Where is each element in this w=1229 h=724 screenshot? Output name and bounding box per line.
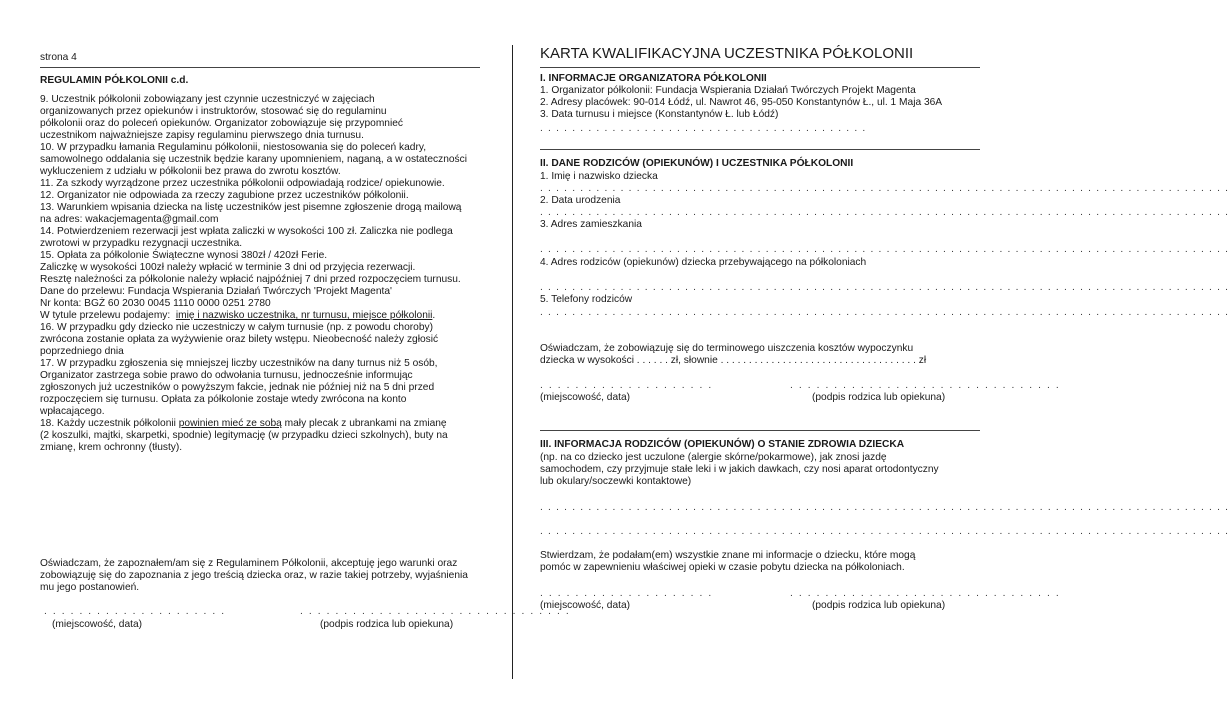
home-address-field[interactable]: . . . . . . . . . . . . . . . . . . . . . . . . . . . . . . . . . . . . . . . . . . . . . . . . . . . . . . . . . . . . . . . . . . . . . . . . . . . . . . . . . . . . . . <box>540 244 1229 255</box>
regulation-line: 17. W przypadku zgłoszenia się mniejszej liczby uczestników na dany turnus niż 5 osób, <box>40 358 438 369</box>
addresses-line: 2. Adresy placówek: 90-014 Łódź, ul. Nawrot 46, 95-050 Konstantynów Ł., ul. 1 Maja 36A <box>540 97 943 108</box>
signature-field[interactable]: . . . . . . . . . . . . . . . . . . . . . . . . . . . . . . . <box>790 588 1061 599</box>
place-date-field[interactable]: . . . . . . . . . . . . . . . . . . . . <box>540 380 713 391</box>
regulation-line: 10. W przypadku łamania Regulaminu półkolonii, niestosowania się do poleceń kadry, <box>40 142 427 153</box>
transfer-title-line <box>40 310 467 322</box>
place-date-label: (miejscowość, data) <box>540 392 631 403</box>
regulation-line: rozpoczęciem się turnusu. Opłata za półkolonie zostaje wtedy zwrócona na konto <box>40 394 407 405</box>
health-field[interactable]: . . . . . . . . . . . . . . . . . . . . . . . . . . . . . . . . . . . . . . . . . . . . . . . . . . . . . . . . . . . . . . . . . . . . . . . . . . . . . . . . . . . . . . <box>540 526 1229 537</box>
birth-date-field[interactable]: . . . . . . . . . . . . . . . . . . . . . . . . . . . . . . . . . . . . . . . . . . . . . . . . . . . . . . . . . . . . . . . . . . . . . . . . . . . . . . . . . . . . . . <box>540 207 1229 218</box>
item18-line <box>40 418 467 430</box>
place-date-label: (miejscowość, data) <box>540 600 631 611</box>
declaration-line: mu jego postanowień. <box>40 582 140 593</box>
place-date-field[interactable]: . . . . . . . . . . . . . . . . . . . . <box>540 588 713 599</box>
section-2-rule <box>540 430 980 431</box>
regulations-body <box>40 94 467 454</box>
session-field[interactable]: . . . . . . . . . . . . . . . . . . . . . . . . . . . . . . . . . . . . . . . . . <box>540 123 867 134</box>
title-rule <box>540 67 980 68</box>
health-line: samochodem, czy przyjmuje stałe leki i w jakich dawkach, czy nosi aparat ortodontyczny <box>540 464 939 475</box>
regulation-line: 12. Organizator nie odpowiada za rzeczy zagubione przez uczestników półkolonii. <box>40 190 409 201</box>
regulation-line: 16. W przypadku gdy dziecko nie uczestniczy w całym turnusie (np. z powodu choroby) <box>40 322 433 333</box>
parents-address-field[interactable]: . . . . . . . . . . . . . . . . . . . . . . . . . . . . . . . . . . . . . . . . . . . . . . . . . . . . . . . . . . . . . . . . . . . . . . . . . . . . . . . . . . . . . . <box>540 282 1229 293</box>
regulation-line: samowolnego oddalania się uczestnik będzie karany upomnieniem, naganą, a w ostateczności <box>40 154 467 165</box>
health-field[interactable]: . . . . . . . . . . . . . . . . . . . . . . . . . . . . . . . . . . . . . . . . . . . . . . . . . . . . . . . . . . . . . . . . . . . . . . . . . . . . . . . . . . . . . . <box>540 502 1229 513</box>
organizer-line: 1. Organizator półkolonii: Fundacja Wspierania Działań Twórczych Projekt Magenta <box>540 85 916 96</box>
parents-address-label: 4. Adres rodziców (opiekunów) dziecka przebywającego na półkoloniach <box>540 257 867 268</box>
transfer-title-underlined: imię i nazwisko uczestnika, nr turnusu, miejsce półkolonii <box>175 310 433 321</box>
regulation-line: 13. Warunkiem wpisania dziecka na listę uczestników jest pisemne zgłoszenie drogą mailową <box>40 202 462 213</box>
signature-field[interactable]: . . . . . . . . . . . . . . . . . . . . . . . . . . . . . . . <box>790 380 1061 391</box>
item18-suffix: mały plecak z ubrankami na zmianę <box>281 418 447 429</box>
transfer-title-prefix: W tytule przelewu podajemy: <box>40 310 176 321</box>
form-title: KARTA KWALIFIKACYJNA UCZESTNIKA PÓŁKOLONII <box>540 45 914 62</box>
regulation-line: (2 koszulki, majtki, skarpetki, spodnie) legitymację (w przypadku dzieci szkolnych), buty na <box>40 430 448 441</box>
regulation-line: półkolonii oraz do poleceń opiekunów. Organizator zobowiązuje się przypomnieć <box>40 118 403 129</box>
regulation-line: wykluczeniem z udziału w półkolonii bez prawa do zwrotu kosztów. <box>40 166 341 177</box>
phones-label: 5. Telefony rodziców <box>540 294 633 305</box>
section-1-body <box>540 85 942 121</box>
page-divider <box>512 45 513 679</box>
declaration-line: Oświadczam, że zapoznałem/am się z Regulaminem Półkolonii, akceptuję jego warunki oraz <box>40 558 458 569</box>
regulation-line: na adres: wakacjemagenta@gmail.com <box>40 214 219 225</box>
regulation-line: organizowanych przez opiekunów i instruktorów, stosować się do regulaminu <box>40 106 387 117</box>
transfer-title-suffix: . <box>432 310 436 321</box>
regulation-line: 14. Potwierdzeniem rezerwacji jest wpłata zaliczki w wysokości 100 zł. Zaliczka nie podlega <box>40 226 453 237</box>
item18-underlined: powinien mieć ze sobą <box>178 418 282 429</box>
regulation-line: zwrotowi w przypadku rezygnacji uczestnika. <box>40 238 243 249</box>
regulation-line: zmianę, krem ochronny (tłusty). <box>40 442 183 453</box>
regulation-line: 15. Opłata za półkolonie Świąteczne wynosi 380zł / 420zł Ferie. <box>40 250 328 261</box>
regulation-line: poprzedniego dnia <box>40 346 124 357</box>
regulations-heading: REGULAMIN PÓŁKOLONII c.d. <box>40 75 189 86</box>
confirmation <box>540 550 915 574</box>
home-address-label: 3. Adres zamieszkania <box>540 219 642 230</box>
item18-prefix: 18. Każdy uczestnik półkolonii <box>40 418 179 429</box>
regulation-line: 9. Uczestnik półkolonii zobowiązany jest czynnie uczestniczyć w zajęciach <box>40 94 375 105</box>
regulation-line: wpłacającego. <box>40 406 105 417</box>
section-2-heading: II. DANE RODZICÓW (OPIEKUNÓW) I UCZESTNIKA PÓŁKOLONII <box>540 158 854 169</box>
child-name-label: 1. Imię i nazwisko dziecka <box>540 171 658 182</box>
header-rule <box>40 67 480 68</box>
signature-label: (podpis rodzica lub opiekuna) <box>812 600 946 611</box>
regulation-line: uczestnikom najważniejsze zapisy regulaminu pierwszego dnia turnusu. <box>40 130 364 141</box>
phones-field[interactable]: . . . . . . . . . . . . . . . . . . . . . . . . . . . . . . . . . . . . . . . . . . . . . . . . . . . . . . . . . . . . . . . . . . . . . . . . . . . . . . . . . . . . . . <box>540 307 1229 318</box>
regulation-line: Nr konta: BGŻ 60 2030 0045 1110 0000 0251 2780 <box>40 298 271 309</box>
regulation-line: zwrócona zostanie opłata za wyżywienie oraz bilety wstępu. Nieobecność należy zgłosić <box>40 334 439 345</box>
section-1-rule <box>540 149 980 150</box>
section-1-heading: I. INFORMACJE ORGANIZATORA PÓŁKOLONII <box>540 73 767 84</box>
cost-declaration <box>540 343 926 367</box>
regulation-line: Resztę należności za półkolonie należy wpłacić najpóźniej 7 dni przed rozpoczęciem turnusu. <box>40 274 461 285</box>
cost-amount-line: dziecka w wysokości . . . . . . zł, słownie . . . . . . . . . . . . . . . . . . . . . . . . . . . . . . . . . . . zł <box>540 355 927 366</box>
confirmation-line: Stwierdzam, że podałam(em) wszystkie znane mi informacje o dziecku, które mogą <box>540 550 916 561</box>
section-3-heading: III. INFORMACJA RODZICÓW (OPIEKUNÓW) O STANIE ZDROWIA DZIECKA <box>540 439 905 450</box>
signature-label: (podpis rodzica lub opiekuna) <box>812 392 946 403</box>
regulation-line: Organizator zastrzega sobie prawo do odwołania turnusu, jednocześnie informując <box>40 370 413 381</box>
regulation-line: 11. Za szkody wyrządzone przez uczestnika półkolonii odpowiadają rodzice/ opiekunowie. <box>40 178 445 189</box>
signature-field[interactable]: . . . . . . . . . . . . . . . . . . . . . . . . . . . . . . . <box>300 606 571 617</box>
page-number: strona 4 <box>40 52 77 63</box>
signature-label: (podpis rodzica lub opiekuna) <box>320 619 454 630</box>
birth-date-label: 2. Data urodzenia <box>540 195 621 206</box>
health-instructions <box>540 452 939 488</box>
confirmation-line: pomóc w zapewnieniu właściwej opieki w czasie pobytu dziecka na półkoloniach. <box>540 562 905 573</box>
regulation-line: Zaliczkę w wysokości 100zł należy wpłacić w terminie 3 dni od przyjęcia rezerwacji. <box>40 262 416 273</box>
declaration-line: zobowiązuję się do zapoznania z jego treścią dziecka oraz, w razie takiej potrzeby, wyjaśnienia <box>40 570 468 581</box>
child-name-field[interactable]: . . . . . . . . . . . . . . . . . . . . . . . . . . . . . . . . . . . . . . . . . . . . . . . . . . . . . . . . . . . . . . . . . . . . . . . . . . . . . . . . . . . . . . <box>540 183 1229 194</box>
place-date-field[interactable]: . . . . . . . . . . . . . . . . . . . . . <box>44 606 226 617</box>
regulation-line: Dane do przelewu: Fundacja Wspierania Działań Twórczych 'Projekt Magenta' <box>40 286 392 297</box>
health-line: lub okulary/soczewki kontaktowe) <box>540 476 692 487</box>
cost-line: Oświadczam, że zobowiązuję się do terminowego uiszczenia kosztów wypoczynku <box>540 343 914 354</box>
place-date-label: (miejscowość, data) <box>52 619 143 630</box>
declaration <box>40 558 468 594</box>
health-line: (np. na co dziecko jest uczulone (alergie skórne/pokarmowe), jak znosi jazdę <box>540 452 887 463</box>
session-line: 3. Data turnusu i miejsce (Konstantynów Ł. lub Łódź) <box>540 109 779 120</box>
regulation-line: zgłoszonych już uczestników o powyższym fakcie, jednak nie później niż na 5 dni przed <box>40 382 435 393</box>
